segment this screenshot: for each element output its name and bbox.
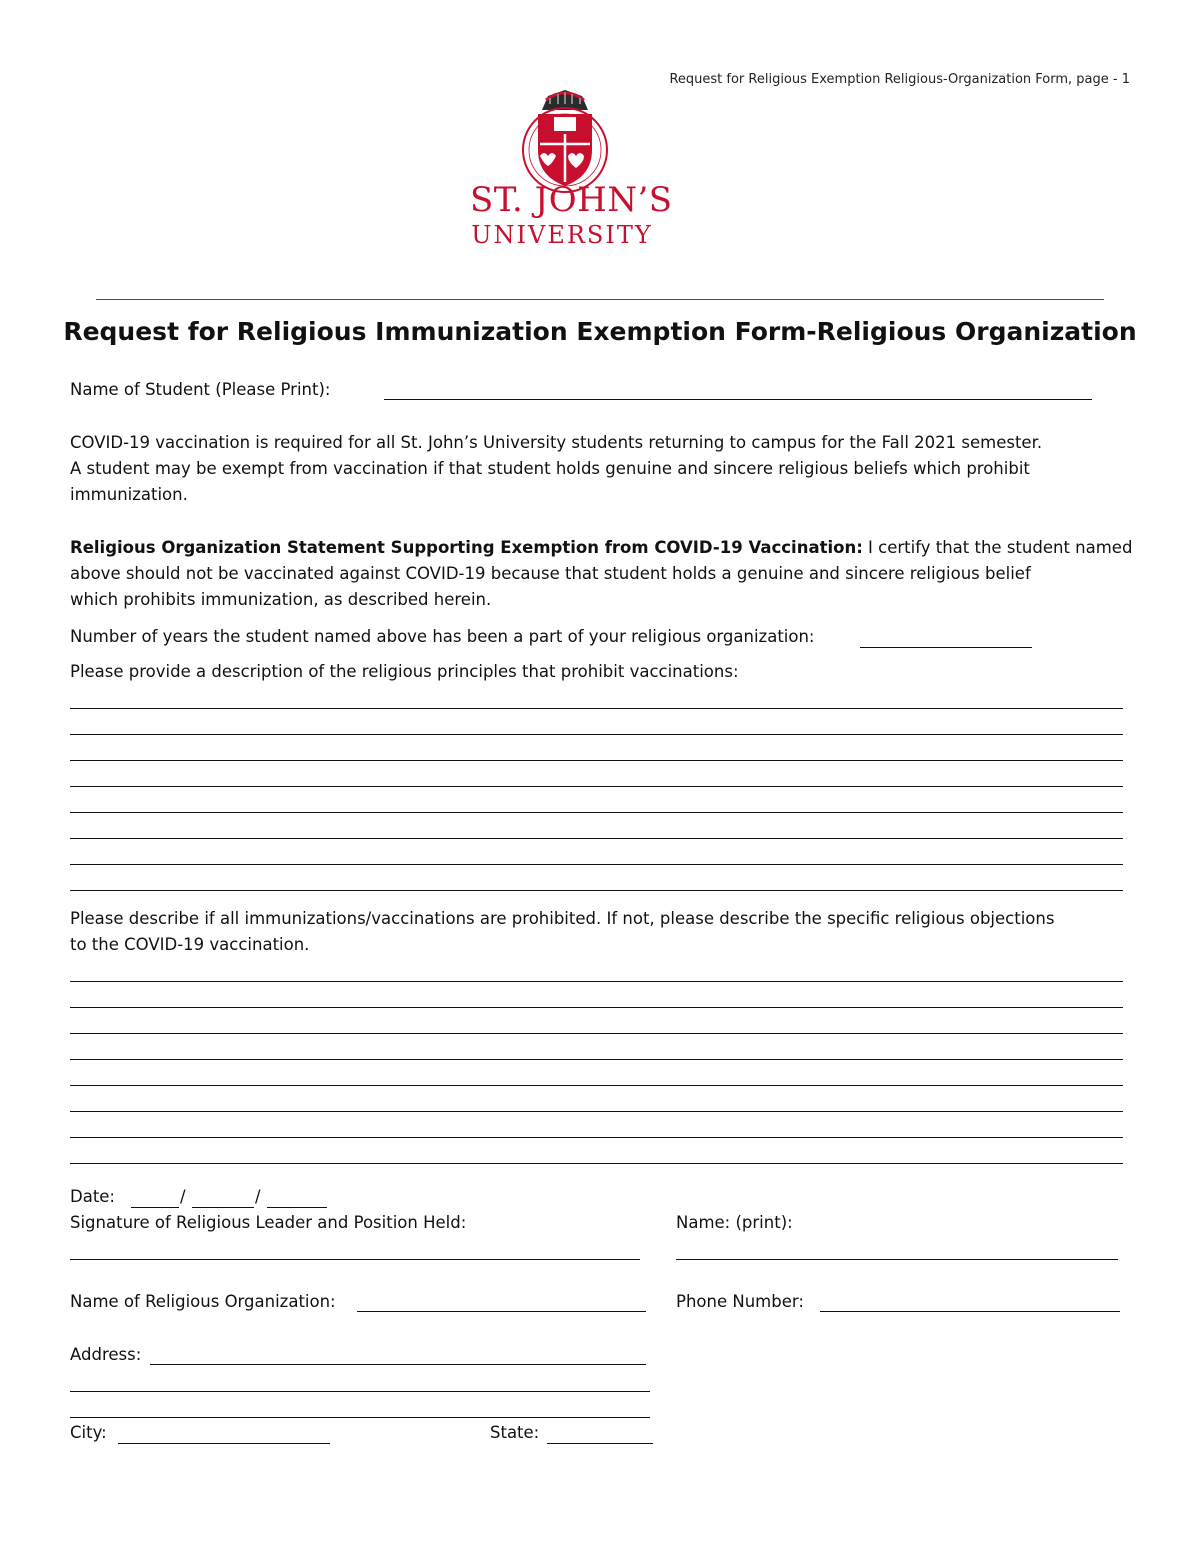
statement-line-3: which prohibits immunization, as described herein. — [70, 590, 492, 609]
description-label: Please provide a description of the religious principles that prohibit vaccinations: — [70, 662, 739, 681]
state-field[interactable] — [547, 1443, 653, 1444]
signature-label: Signature of Religious Leader and Position Held: — [70, 1213, 467, 1232]
objection-line[interactable] — [70, 1033, 1123, 1034]
statement-line-1 — [70, 535, 1132, 561]
objection-line[interactable] — [70, 1085, 1123, 1086]
page-header-label: Request for Religious Exemption Religious-Organization Form, page - 1 — [669, 72, 1130, 87]
description-line[interactable] — [70, 890, 1123, 891]
date-separator: / — [180, 1187, 186, 1206]
org-name-field[interactable] — [357, 1311, 646, 1312]
state-label: State: — [490, 1423, 540, 1442]
description-line[interactable] — [70, 838, 1123, 839]
org-name-label: Name of Religious Organization: — [70, 1292, 336, 1311]
prohibited-question-line-2: to the COVID-19 vaccination. — [70, 935, 310, 954]
intro-line-2: A student may be exempt from vaccination if that student holds genuine and sincere religious beliefs which prohibit — [70, 459, 1030, 478]
name-print-label: Name: (print): — [676, 1213, 793, 1232]
phone-field[interactable] — [820, 1311, 1120, 1312]
objection-line[interactable] — [70, 1163, 1123, 1164]
address-field-line-2[interactable] — [70, 1391, 650, 1392]
description-line[interactable] — [70, 760, 1123, 761]
years-field[interactable] — [860, 647, 1032, 648]
phone-label: Phone Number: — [676, 1292, 804, 1311]
years-label: Number of years the student named above has been a part of your religious organization: — [70, 627, 815, 646]
address-field[interactable] — [150, 1364, 646, 1365]
statement-line-2: above should not be vaccinated against COVID-19 because that student holds a genuine and sincere religious belief — [70, 564, 1031, 583]
city-label: City: — [70, 1423, 107, 1442]
address-label: Address: — [70, 1345, 142, 1364]
description-line[interactable] — [70, 734, 1123, 735]
header-divider — [96, 299, 1104, 300]
date-year-field[interactable] — [267, 1207, 327, 1208]
student-name-label: Name of Student (Please Print): — [70, 380, 331, 399]
city-field[interactable] — [118, 1443, 330, 1444]
logo-wordmark-line2: UNIVERSITY — [471, 221, 653, 249]
date-label: Date: — [70, 1187, 115, 1206]
description-line[interactable] — [70, 786, 1123, 787]
objection-line[interactable] — [70, 1007, 1123, 1008]
objection-line[interactable] — [70, 981, 1123, 982]
student-name-field[interactable] — [384, 399, 1092, 400]
date-month-field[interactable] — [131, 1207, 179, 1208]
statement-heading: Religious Organization Statement Supporting Exemption from COVID-19 Vaccination: — [70, 538, 863, 557]
description-line[interactable] — [70, 864, 1123, 865]
intro-line-3: immunization. — [70, 485, 188, 504]
signature-field[interactable] — [70, 1259, 640, 1260]
intro-line-1: COVID-19 vaccination is required for all St. John’s University students returning to campus for the Fall 2021 semester. — [70, 433, 1043, 452]
logo-wordmark-line1: ST. JOHN’S — [470, 180, 673, 220]
objection-line[interactable] — [70, 1137, 1123, 1138]
name-print-field[interactable] — [676, 1259, 1118, 1260]
prohibited-question-line-1: Please describe if all immunizations/vaccinations are prohibited. If not, please describe the specific religious objections — [70, 909, 1055, 928]
date-separator: / — [255, 1187, 261, 1206]
address-field-line-3[interactable] — [70, 1417, 650, 1418]
statement-line-1-text: I certify that the student named — [862, 538, 1133, 557]
objection-line[interactable] — [70, 1111, 1123, 1112]
form-title: Request for Religious Immunization Exemption Form-Religious Organization — [63, 317, 1137, 346]
objection-line[interactable] — [70, 1059, 1123, 1060]
date-day-field[interactable] — [192, 1207, 254, 1208]
description-line[interactable] — [70, 812, 1123, 813]
description-line[interactable] — [70, 708, 1123, 709]
